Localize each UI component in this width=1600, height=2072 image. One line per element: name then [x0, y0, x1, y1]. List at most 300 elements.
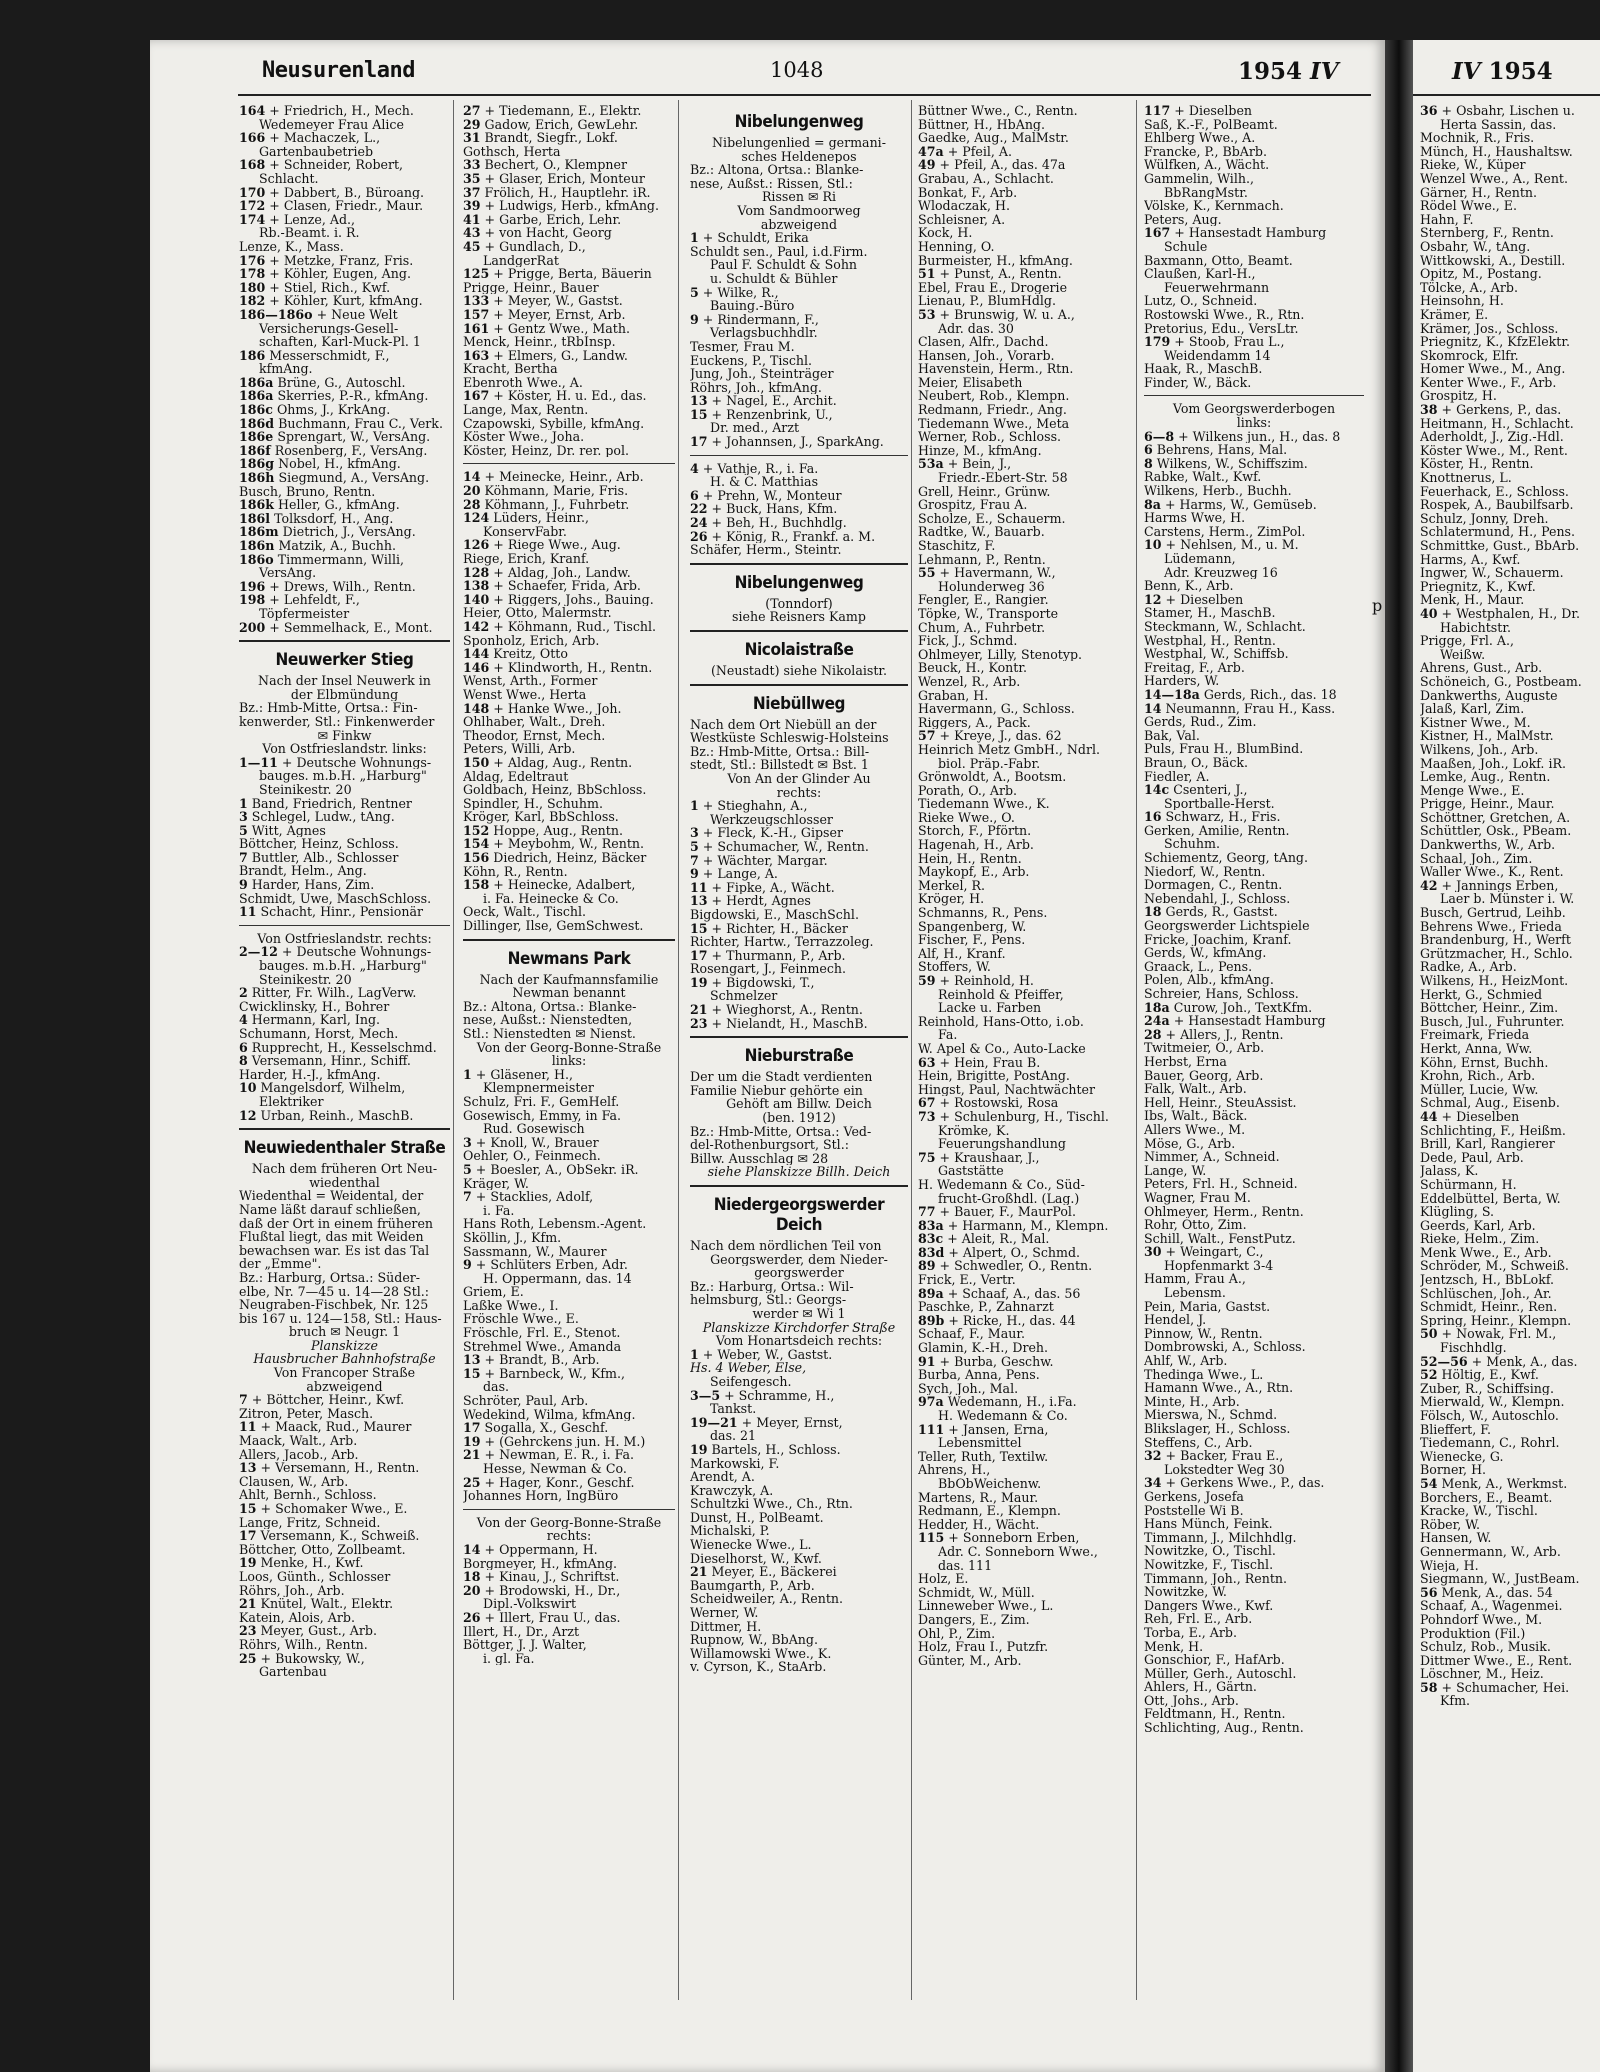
directory-entry: Lebensmittel — [938, 1436, 1022, 1450]
directory-entry: Ohl, P., Zim. — [918, 1626, 996, 1641]
street-heading: Nibelungenweg — [734, 112, 864, 132]
directory-entry: Martens, R., Maur. — [918, 1490, 1039, 1505]
directory-entry: Heier, Otto, Malermstr. — [463, 606, 612, 620]
directory-entry: Wilkens, Herb., Buchh. — [1144, 484, 1292, 498]
directory-entry: bauges. m.b.H. „Harburg" — [259, 959, 427, 973]
directory-entry: Werner, W. — [690, 1606, 759, 1620]
house-number: 156 — [463, 851, 490, 865]
directory-entry: Rupnow, W., BbAng. — [690, 1633, 818, 1647]
house-number: 15 — [690, 407, 708, 422]
directory-entry: Wenst Wwe., Herta — [463, 687, 587, 702]
directory-entry: Von Francoper Straße — [273, 1366, 416, 1380]
directory-entry: Hagenah, H., Arb. — [918, 838, 1034, 852]
house-number: 164 — [239, 104, 266, 118]
directory-entry: Griem, E. — [463, 1285, 524, 1299]
directory-entry: Ibs, Walt., Bäck. — [1144, 1109, 1248, 1123]
directory-entry: Harder, H.-J., kfmAng. — [239, 1067, 381, 1082]
directory-entry: Michalski, P. — [690, 1524, 770, 1539]
house-number: 53 — [918, 307, 936, 322]
directory-entry: Westküste Schleswig-Holsteins — [690, 731, 889, 745]
house-number: 5 — [690, 839, 699, 854]
directory-entry: Klempnermeister — [483, 1081, 594, 1095]
directory-entry: Fischhdlg. — [1440, 1341, 1507, 1355]
house-number: 25 — [463, 1475, 481, 1490]
directory-entry: 15 + Schomaker Wwe., E. — [239, 1502, 408, 1516]
house-number: 39 — [463, 199, 481, 213]
directory-entry: Richter, Hartw., Terrazzoleg. — [690, 935, 874, 949]
directory-entry: Schmanns, R., Pens. — [918, 906, 1048, 920]
house-number: 200 — [239, 620, 266, 635]
directory-entry: Schule — [1164, 239, 1208, 254]
directory-entry: Laer b. Münster i. W. — [1440, 892, 1575, 907]
directory-entry: Schüttler, Osk., PBeam. — [1420, 824, 1572, 839]
directory-entry: Prigge, Heinr., Maur. — [1420, 797, 1555, 811]
directory-entry: Wedekind, Wilma, kfmAng. — [463, 1407, 636, 1422]
directory-entry: Herkt, G., Schmied — [1420, 987, 1543, 1002]
directory-entry: Rieke Wwe., O. — [918, 810, 1015, 825]
directory-entry: Schöttner, Gretchen, A. — [1420, 810, 1571, 825]
directory-entry: Spangenberg, W. — [918, 919, 1027, 934]
house-number: 186h — [239, 471, 275, 485]
directory-entry: Gosewisch, Emmy, in Fa. — [463, 1108, 622, 1123]
directory-entry: Ehlberg Wwe., A. — [1144, 131, 1256, 145]
directory-entry: H. Wedemann & Co. — [938, 1409, 1068, 1423]
directory-entry: ✉ Finkw — [317, 728, 372, 743]
directory-entry: 17 Versemann, K., Schweiß. — [239, 1529, 420, 1543]
house-number: 34 — [1144, 1476, 1162, 1490]
directory-entry: Mierswa, N., Schmd. — [1144, 1408, 1278, 1422]
directory-entry: Hell, Heinr., SteuAssist. — [1144, 1095, 1297, 1110]
directory-entry: kfmAng. — [259, 362, 313, 376]
directory-entry: Torba, E., Arb. — [1144, 1625, 1237, 1640]
house-number: 157 — [463, 307, 490, 322]
section-rule — [690, 684, 908, 686]
directory-entry: 45 + Gundlach, D., — [463, 239, 586, 254]
directory-entry: 21 Meyer, E., Bäckerei — [690, 1565, 837, 1579]
directory-entry: Timmann, Joh., Rentn. — [1144, 1571, 1288, 1586]
directory-entry: Nach der Kaufmannsfamilie — [479, 972, 659, 987]
directory-entry: Zuber, R., Schiffsing. — [1420, 1381, 1554, 1396]
house-number: 186a — [239, 375, 274, 390]
house-number: 43 — [463, 226, 481, 240]
section-rule — [463, 939, 675, 941]
directory-entry: 19 + Bigdowski, T., — [690, 975, 815, 990]
directory-entry: Poststelle Wi B. — [1144, 1503, 1244, 1518]
directory-entry: Dombrowski, A., Schloss. — [1144, 1340, 1306, 1355]
directory-entry: 186g Nobel, H., kfmAng. — [239, 457, 401, 472]
directory-entry: 17 Sogalla, X., Geschf. — [463, 1421, 609, 1435]
house-number: 1 — [463, 1067, 472, 1082]
directory-entry: 13 + Nagel, E., Archit. — [690, 394, 837, 408]
directory-entry: Gerds, W., kfmAng. — [1144, 946, 1267, 960]
house-number: 17 — [690, 435, 708, 449]
directory-entry: Feldtmann, H., Rentn. — [1144, 1707, 1286, 1722]
directory-entry: sches Heldenepos — [741, 149, 857, 164]
house-number: 186f — [239, 443, 271, 458]
directory-entry: Maack, Walt., Arb. — [239, 1434, 358, 1448]
directory-entry: Wedemeyer Frau Alice — [259, 117, 404, 132]
directory-entry: Hans Münch, Feink. — [1144, 1517, 1273, 1531]
directory-entry: (Tonndorf) — [765, 596, 833, 611]
directory-entry: 59 + Reinhold, H. — [918, 974, 1034, 988]
directory-entry: Sych, Joh., Mal. — [918, 1381, 1019, 1396]
directory-entry: Produktion (Fil.) — [1420, 1626, 1526, 1641]
volume-roman: IV — [1310, 58, 1339, 85]
directory-entry: Lange, W. — [1144, 1163, 1207, 1178]
directory-entry: Wilkens, H., HeizMont. — [1420, 974, 1569, 988]
directory-entry: Rieke, W., Küper — [1420, 158, 1526, 172]
directory-entry: 17 + Thurmann, P., Arb. — [690, 948, 846, 963]
directory-entry: Elektriker — [259, 1094, 324, 1109]
directory-entry: 40 + Westphalen, H., Dr. — [1420, 606, 1580, 621]
directory-entry: 186 Messerschmidt, F., — [239, 348, 390, 363]
directory-entry: Paschke, P., Zahnarzt — [918, 1300, 1054, 1314]
house-number: 49 — [918, 158, 936, 172]
directory-entry: Steffens, C., Arb. — [1144, 1435, 1253, 1450]
directory-entry: Aldag, Edeltraut — [463, 769, 569, 784]
directory-entry: 13 + Herdt, Agnes — [690, 894, 811, 908]
directory-entry: Pohndorf Wwe., M. — [1420, 1612, 1543, 1627]
directory-entry: Schmelzer — [710, 989, 778, 1004]
house-number: 2—12 — [239, 945, 278, 960]
directory-entry: Priegnitz, K., Kwf. — [1420, 579, 1536, 594]
directory-entry: 7 + Böttcher, Heinr., Kwf. — [239, 1393, 405, 1407]
house-number: 174 — [239, 212, 266, 227]
house-number: 186n — [239, 539, 275, 553]
directory-entry: Wiedenthal = Weidental, der — [239, 1189, 424, 1203]
house-number: 21 — [690, 1565, 708, 1579]
directory-entry: Feuerhack, E., Schloss. — [1420, 484, 1569, 499]
directory-entry: links: — [551, 1054, 587, 1068]
directory-entry: das. 21 — [710, 1429, 757, 1443]
directory-entry: Georgswerder Lichtspiele — [1144, 919, 1310, 933]
directory-entry: Gaststätte — [938, 1164, 1004, 1178]
directory-entry: Havenstein, Herm., Rtn. — [918, 362, 1074, 376]
directory-entry: Feuerungshandlung — [938, 1137, 1066, 1151]
directory-entry: Markowski, F. — [690, 1456, 780, 1471]
directory-entry: Busch, Bruno, Rentn. — [239, 484, 376, 499]
directory-entry: 9 + Lange, A. — [690, 867, 778, 881]
directory-entry: 28 Köhmann, J., Fuhrbetr. — [463, 497, 630, 512]
directory-entry: Ahlt, Bernh., Schloss. — [239, 1488, 377, 1502]
directory-entry: 24a + Hansestadt Hamburg — [1144, 1014, 1326, 1028]
directory-entry: Menk, H., Maur. — [1420, 593, 1525, 607]
house-number: 7 — [690, 853, 699, 868]
directory-entry: Fick, J., Schmd. — [918, 634, 1018, 648]
directory-entry: 18 + Kinau, J., Schriftst. — [463, 1570, 620, 1584]
section-rule — [239, 640, 450, 642]
house-number: 6—8 — [1144, 429, 1175, 444]
directory-entry: Wenzel, R., Arb. — [918, 674, 1021, 689]
directory-entry: 83d + Alpert, O., Schmd. — [918, 1245, 1081, 1260]
directory-entry: 53a + Bein, J., — [918, 457, 1012, 472]
house-number: 41 — [463, 212, 481, 227]
directory-entry: Seifengesch. — [710, 1374, 792, 1389]
directory-entry: Hausbrucher Bahnhofstraße — [253, 1352, 436, 1367]
house-number: 140 — [463, 592, 490, 607]
directory-entry: 180 + Stiel, Rich., Kwf. — [239, 280, 391, 295]
directory-entry: Euckens, P., Tischl. — [690, 353, 813, 368]
directory-entry: 161 + Gentz Wwe., Math. — [463, 321, 630, 336]
directory-entry: Bonkat, F., Arb. — [918, 185, 1018, 200]
house-number: 1 — [690, 231, 699, 245]
directory-entry: Aderholdt, J., Zig.-Hdl. — [1420, 430, 1564, 444]
directory-entry: Dormagen, C., Rentn. — [1144, 878, 1283, 892]
directory-entry: 18 Gerds, R., Gastst. — [1144, 905, 1278, 920]
directory-entry: 25 + Hager, Konr., Geschf. — [463, 1475, 635, 1490]
directory-entry: Lienau, P., BlumHdlg. — [918, 294, 1056, 308]
directory-entry: 2 Ritter, Fr. Wilh., LagVerw. — [239, 986, 417, 1000]
page-running-head: Neusurenland — [262, 58, 415, 83]
directory-entry: 18a Curow, Joh., TextKfm. — [1144, 1000, 1313, 1015]
directory-entry: 164 + Friedrich, H., Mech. — [239, 104, 414, 118]
directory-entry: Schmidt, W., Müll. — [918, 1585, 1035, 1600]
street-heading: Nicolaistraße — [744, 640, 854, 660]
directory-entry: Schumann, Horst, Mech. — [239, 1027, 399, 1041]
house-number: 9 — [463, 1258, 472, 1272]
directory-entry: Schuldt sen., Paul, i.d.Firm. — [690, 244, 868, 259]
directory-entry: 50 + Nowak, Frl. M., — [1420, 1327, 1557, 1342]
directory-entry: siehe Planskizze Billh. Deich — [707, 1165, 891, 1179]
directory-entry: nese, Außst.: Nienstedten, — [463, 1013, 633, 1027]
directory-entry: das. — [483, 1380, 510, 1395]
directory-entry: i. Fa. — [483, 1203, 515, 1218]
house-number: 11 — [239, 905, 257, 919]
directory-entry: 37 Frölich, H., Hauptlehr. iR. — [463, 185, 651, 200]
directory-entry: Brill, Karl, Rangierer — [1420, 1137, 1555, 1151]
directory-entry: Sternberg, F., Rentn. — [1420, 226, 1554, 240]
directory-entry: 8a + Harms, W., Gemüseb. — [1144, 497, 1317, 512]
directory-entry: Jentzsch, H., BbLokf. — [1420, 1273, 1555, 1287]
directory-entry: 83c + Aleit, R., Mal. — [918, 1232, 1050, 1246]
house-number: 142 — [463, 619, 490, 634]
directory-entry: Gaedke, Aug., MalMstr. — [918, 131, 1069, 145]
directory-entry: Krämer, Jos., Schloss. — [1420, 321, 1559, 336]
directory-entry: Tölcke, A., Arb. — [1420, 280, 1518, 295]
directory-entry: Sassmann, W., Maurer — [463, 1244, 607, 1259]
directory-entry: Rieke, Helm., Zim. — [1420, 1232, 1540, 1246]
directory-entry: Busch, Jul., Fuhrunter. — [1420, 1014, 1565, 1029]
directory-entry: Vom Honartsdeich rechts: — [715, 1334, 883, 1348]
directory-entry: 19 Menke, H., Kwf. — [239, 1556, 364, 1570]
house-number: 186d — [239, 416, 275, 431]
directory-entry: Oehler, O., Feinmech. — [463, 1149, 601, 1163]
directory-entry: 7 + Stacklies, Adolf, — [463, 1190, 594, 1204]
directory-column-2 — [463, 104, 675, 2034]
directory-entry: Goldbach, Heinz, BbSchloss. — [463, 783, 647, 797]
directory-entry: 186—186o + Neue Welt — [239, 307, 398, 322]
directory-entry: Siegmann, W., JustBeam. — [1420, 1572, 1580, 1586]
directory-entry: Lenze, K., Mass. — [239, 239, 344, 254]
directory-entry: 1—11 + Deutsche Wohnungs- — [239, 755, 432, 770]
directory-entry: Schmidt, Heinr., Ren. — [1420, 1300, 1558, 1314]
directory-entry: Bz.: Hmb-Mitte, Ortsa.: Ved- — [690, 1124, 872, 1139]
directory-entry: Möse, G., Arb. — [1144, 1136, 1236, 1151]
directory-entry: Peters, Willi, Arb. — [463, 742, 576, 756]
house-number: 11 — [239, 1420, 257, 1435]
house-number: 28 — [463, 497, 481, 512]
directory-entry: Loos, Günth., Schlosser — [239, 1569, 391, 1584]
directory-entry: 167 + Köster, H. u. Ed., das. — [463, 389, 647, 404]
directory-entry: 125 + Prigge, Berta, Bäuerin — [463, 267, 652, 281]
directory-entry: Teller, Ruth, Textilw. — [918, 1449, 1049, 1464]
directory-entry: Lebensm. — [1164, 1286, 1226, 1300]
directory-entry: Arendt, A. — [690, 1470, 755, 1484]
house-number: 6 — [690, 488, 699, 503]
directory-entry: Krohn, Rich., Arb. — [1420, 1069, 1536, 1083]
directory-entry: Gärner, H., Rentn. — [1420, 185, 1538, 200]
house-number: 14—18a — [1144, 687, 1200, 702]
directory-entry: Schlatermund, H., Pens. — [1420, 525, 1576, 539]
directory-entry: 89 + Schwedler, O., Rentn. — [918, 1259, 1093, 1274]
directory-entry: Gartenbau — [259, 1665, 327, 1679]
directory-entry: 39 + Ludwigs, Herb., kfmAng. — [463, 199, 659, 213]
directory-entry: bis 167 u. 124—158, Stl.: Haus- — [239, 1311, 442, 1326]
directory-entry: Böttcher, Heinr., Zim. — [1420, 1001, 1559, 1015]
directory-entry: W. Apel & Co., Auto-Lacke — [918, 1041, 1086, 1056]
directory-entry: Familie Niebur gehörte ein — [690, 1083, 863, 1098]
house-number: 7 — [239, 850, 248, 865]
house-number: 14 — [1144, 701, 1162, 716]
directory-entry: Schaaf, F., Maur. — [918, 1327, 1025, 1342]
directory-entry: Bz.: Altona, Ortsa.: Blanke- — [690, 163, 864, 177]
directory-entry: 9 + Schlüters Erben, Adr. — [463, 1258, 628, 1272]
directory-entry: H. Oppermann, das. 14 — [483, 1271, 632, 1286]
directory-entry: Flußtal liegt, das mit Weiden — [239, 1230, 424, 1244]
facing-year: 1954 — [1488, 58, 1553, 85]
house-number: 47a — [918, 144, 944, 159]
directory-entry: 1 + Stieghahn, A., — [690, 799, 808, 813]
house-number: 1 — [239, 796, 248, 811]
directory-entry: Reh, Frl. E., Arb. — [1144, 1612, 1253, 1626]
directory-entry: 198 + Lehfeldt, F., — [239, 593, 360, 607]
house-number: 146 — [463, 660, 490, 675]
directory-entry: Gerkens, Josefa — [1144, 1489, 1244, 1504]
directory-entry: links: — [1236, 416, 1272, 430]
directory-entry: Hahn, F. — [1420, 212, 1474, 227]
directory-entry: Hopfenmarkt 3-4 — [1164, 1258, 1274, 1273]
house-number: 17 — [690, 948, 708, 963]
house-number: 58 — [1420, 1680, 1438, 1695]
directory-entry: Krämer, E. — [1420, 307, 1489, 322]
directory-entry: 4 Hermann, Karl, Ing. — [239, 1013, 381, 1027]
house-number: 83a — [918, 1218, 944, 1233]
house-number: 186c — [239, 403, 273, 417]
directory-entry: Kfm. — [1440, 1694, 1471, 1709]
directory-entry: Rud. Gosewisch — [483, 1122, 585, 1136]
directory-entry: Klügling, S. — [1420, 1205, 1495, 1219]
directory-entry: Redmann, E., Klempn. — [918, 1504, 1061, 1518]
directory-entry: nese, Außst.: Rissen, Stl.: — [690, 176, 853, 191]
house-number: 3 — [239, 810, 248, 824]
directory-entry: 16 Schwarz, H., Fris. — [1144, 810, 1281, 824]
directory-entry: 128 + Aldag, Joh., Landw. — [463, 565, 631, 580]
house-number: 35 — [463, 171, 481, 186]
house-number: 12 — [239, 1108, 257, 1123]
directory-entry: Bz.: Hmb-Mitte, Ortsa.: Bill- — [690, 744, 870, 759]
house-number: 24 — [690, 516, 708, 530]
house-number: 15 — [690, 921, 708, 936]
house-number: 17 — [463, 1421, 481, 1435]
directory-entry: 35 + Glaser, Erich, Monteur — [463, 171, 645, 186]
directory-entry: Puls, Frau H., BlumBind. — [1144, 742, 1304, 756]
directory-entry: Geerds, Karl, Arb. — [1420, 1218, 1536, 1233]
house-number: 52—56 — [1420, 1354, 1468, 1369]
house-number: 25 — [239, 1651, 257, 1666]
directory-entry: Menk Wwe., E., Arb. — [1420, 1245, 1552, 1260]
directory-entry: Tiedemann Wwe., Meta — [918, 416, 1070, 431]
directory-entry: 166 + Machaczek, L., — [239, 131, 381, 145]
directory-entry: u. Schuldt & Bühler — [710, 271, 838, 286]
directory-entry: 10 Mangelsdorf, Wilhelm, — [239, 1081, 406, 1095]
directory-entry: 200 + Semmelhack, E., Mont. — [239, 620, 433, 635]
house-number: 3—5 — [690, 1388, 721, 1403]
house-number: 9 — [690, 867, 699, 881]
directory-entry: 33 Bechert, O., Klempner — [463, 158, 628, 172]
house-number: 4 — [690, 461, 699, 476]
directory-entry: Adr. das. 30 — [938, 321, 1014, 336]
house-number: 2 — [239, 986, 248, 1000]
directory-entry: Steckmann, W., Schlacht. — [1144, 619, 1306, 634]
directory-entry: Fröschle, Frl. E., Stenot. — [463, 1326, 621, 1340]
directory-entry: 57 + Kreye, J., das. 62 — [918, 729, 1062, 743]
directory-entry: Weißw. — [1440, 647, 1486, 662]
house-number: 186m — [239, 525, 279, 539]
directory-entry: 21 Knütel, Walt., Elektr. — [239, 1597, 394, 1611]
house-number: 24a — [1144, 1014, 1170, 1028]
directory-entry: Meier, Elisabeth — [918, 375, 1023, 390]
directory-entry: 3 Schlegel, Ludw., tAng. — [239, 810, 395, 824]
house-number: 163 — [463, 348, 490, 363]
directory-entry: siehe Reisners Kamp — [732, 610, 866, 624]
page-year-volume — [1238, 58, 1339, 98]
directory-entry: Herkt, Anna, Ww. — [1420, 1041, 1533, 1056]
directory-entry: Name läßt darauf schließen, — [239, 1202, 421, 1217]
house-number: 7 — [239, 1393, 248, 1407]
directory-entry: Bz.: Hmb-Mitte, Ortsa.: Fin- — [239, 701, 418, 715]
directory-entry: bauges. m.b.H. „Harburg" — [259, 769, 427, 783]
directory-entry: Nach dem nördlichen Teil von — [690, 1239, 882, 1253]
directory-entry: Schlüschen, Joh., Ar. — [1420, 1286, 1552, 1301]
directory-entry: Töpke, W., Transporte — [918, 606, 1059, 621]
directory-entry: Werner, Rob., Schloss. — [918, 430, 1062, 444]
directory-entry: 179 + Stoob, Frau L., — [1144, 335, 1285, 349]
directory-entry: Rb.-Beamt. i. R. — [259, 226, 360, 240]
directory-entry: 14c Csenteri, J., — [1144, 783, 1248, 797]
directory-entry: 55 + Havermann, W., — [918, 566, 1056, 580]
directory-entry: Lüdemann, — [1164, 552, 1236, 566]
house-number: 115 — [918, 1531, 945, 1545]
directory-entry: Bz.: Harburg, Ortsa.: Süder- — [239, 1270, 421, 1285]
section-rule — [239, 1128, 450, 1130]
directory-entry: 186a Brüne, G., Autoschl. — [239, 375, 406, 390]
directory-entry: 91 + Burba, Geschw. — [918, 1354, 1054, 1369]
house-number: 13 — [690, 394, 708, 408]
house-number: 167 — [1144, 226, 1171, 240]
directory-entry: 41 + Garbe, Erich, Lehr. — [463, 212, 622, 227]
directory-entry: 25 + Bukowsky, W., — [239, 1651, 365, 1666]
directory-entry: 115 + Sonneborn Erben, — [918, 1531, 1080, 1545]
directory-entry: 52 Höltig, E., Kwf. — [1420, 1368, 1539, 1382]
directory-entry: Zitron, Peter, Masch. — [239, 1406, 374, 1421]
directory-entry: 154 + Meybohm, W., Rentn. — [463, 837, 644, 852]
directory-entry: BbObWeichenw. — [938, 1476, 1042, 1491]
directory-entry: Schuhm. — [1164, 837, 1220, 852]
directory-entry: Eddelbüttel, Berta, W. — [1420, 1191, 1561, 1206]
directory-entry: Werkzeugschlosser — [710, 812, 833, 827]
directory-entry: 17 + Johannsen, J., SparkAng. — [690, 435, 884, 449]
directory-entry: 52—56 + Menk, A., das. — [1420, 1354, 1578, 1369]
